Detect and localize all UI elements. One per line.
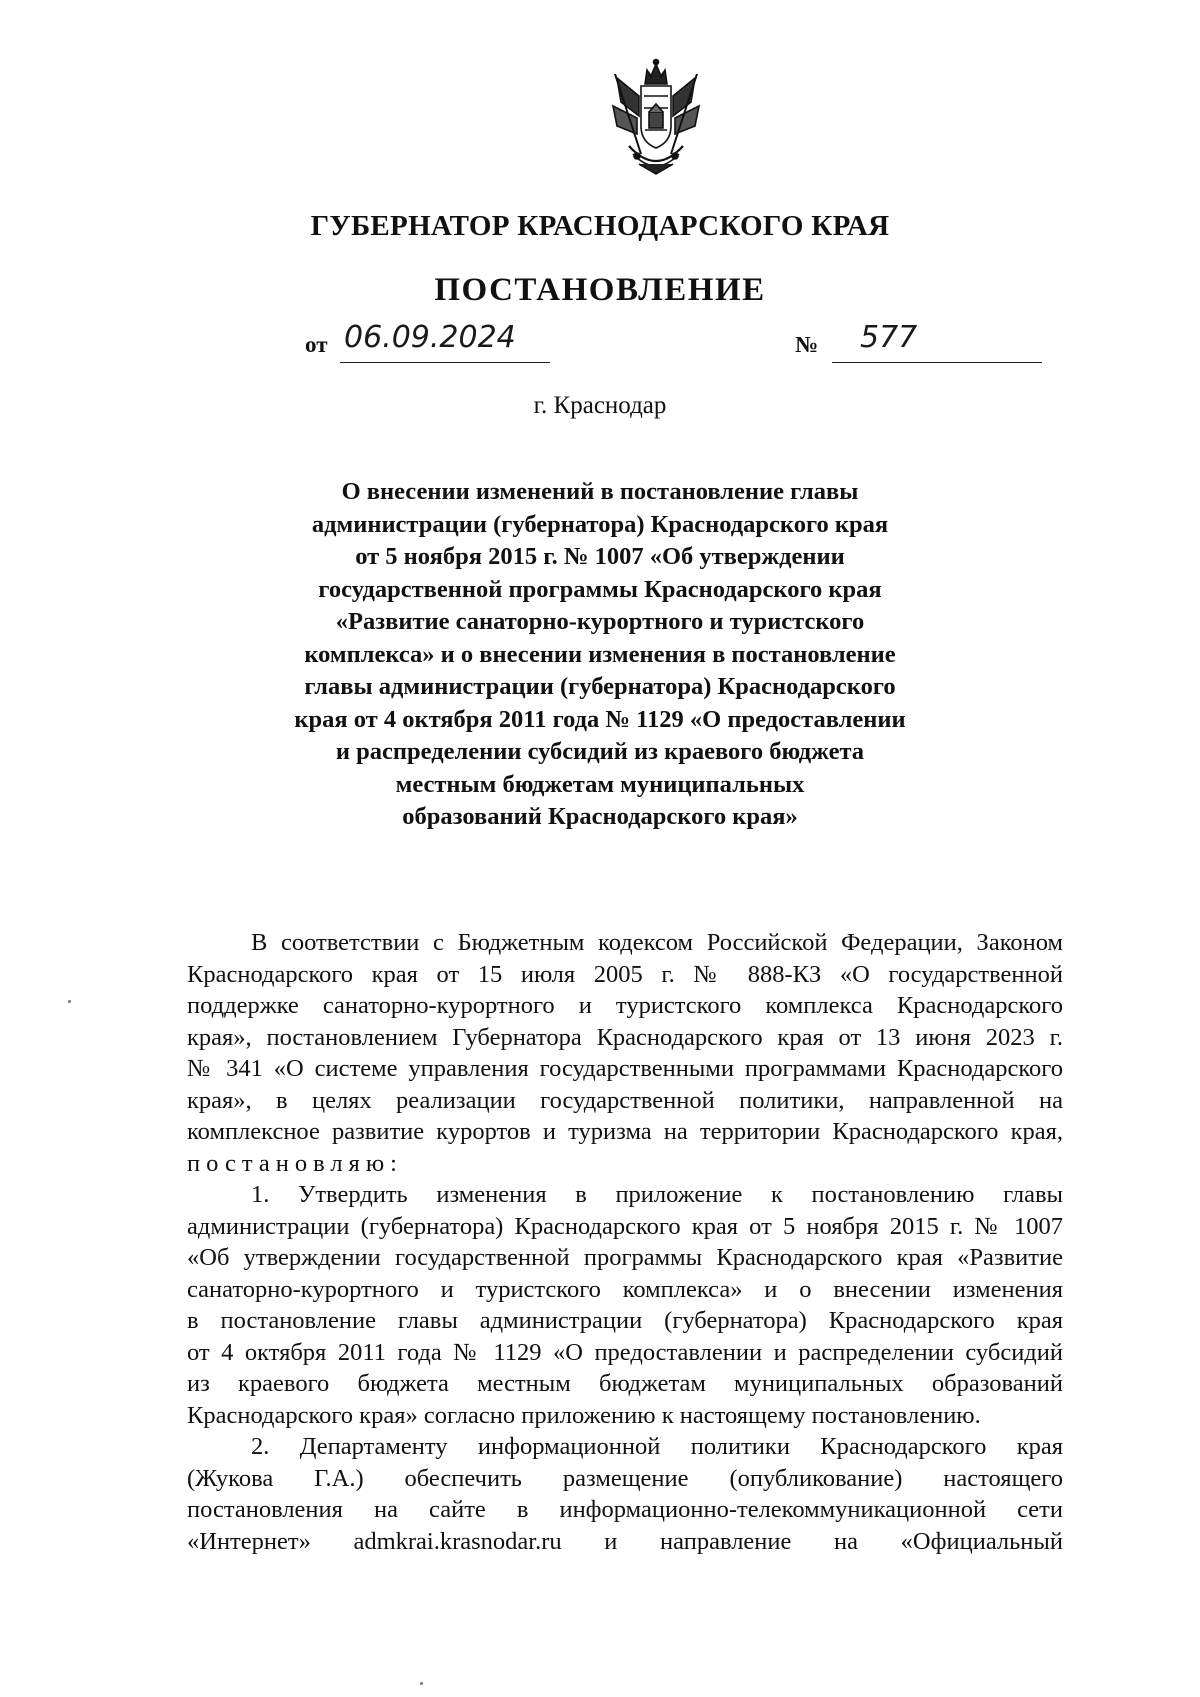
text-line: поддержке санаторно-курортного и туристского комплекса Краснодарского [187,992,1063,1019]
krasnodar-krai-coat-of-arms-icon [609,56,703,180]
title-line: и распределении субсидий из краевого бюджета [335,738,865,765]
date-field [340,320,550,366]
city-name: г. Краснодар [533,392,667,419]
text-line: (Жукова Г.А.) обеспечить размещение (опубликование) настоящего [187,1464,1063,1492]
text-line: Краснодарского края» согласно приложению к настоящему постановлению. [187,1401,981,1429]
text-line: в постановление главы администрации (губернатора) Краснодарского края [187,1307,1063,1334]
date-prefix: от [305,332,328,357]
text-line: В соответствии с Бюджетным кодексом Российской Федерации, Законом [251,929,1063,956]
text-line: края», в целях реализации государственной политики, направленной на [187,1086,1063,1114]
text-line: санаторно-курортного и туристского комплекса» и о внесении изменения [187,1275,1063,1303]
text-line: администрации (губернатора) Краснодарского края от 5 ноября 2015 г. № 1007 [187,1212,1063,1240]
text-line: края», постановлением Губернатора Краснодарского края от 13 июня 2023 г. [187,1023,1063,1051]
title-line: местным бюджетам муниципальных [395,770,805,798]
text-line: от 4 октября 2011 года № 1129 «О предоставлении и распределении субсидий [187,1338,1063,1366]
text-line: из краевого бюджета местным бюджетам муниципальных образований [187,1370,1063,1397]
title-line: края от 4 октября 2011 года № 1129 «О предоставлении [294,705,906,733]
scan-speck [420,1682,423,1685]
item-1-paragraph [187,1179,1063,1431]
text-line: «Интернет» admkrai.krasnodar.ru и направление на «Официальный [187,1527,1063,1555]
text-line: постановления на сайте в информационно-телекоммуникационной сети [187,1496,1063,1523]
handwritten-number: 577 [860,320,918,355]
title-line: администрации (губернатора) Краснодарского края [311,510,889,538]
title-line: главы администрации (губернатора) Краснодарского [304,673,896,700]
title-line: «Развитие санаторно-курортного и туристского [335,608,865,635]
number-field [832,320,1042,366]
title-line: государственной программы Краснодарского края [318,575,882,603]
text-line: Краснодарского края от 15 июля 2005 г. № 888-КЗ «О государственной [187,960,1063,988]
scan-speck [68,1000,71,1003]
title-line: комплекса» и о внесении изменения в постановление [304,640,896,668]
handwritten-date: 06.09.2024 [344,320,516,355]
text-line: 1. Утвердить изменения в приложение к постановлению главы [251,1181,1063,1208]
title-line: образований Краснодарского края» [402,803,798,830]
number-prefix: № [795,332,819,357]
text-line: комплексное развитие курортов и туризма на территории Краснодарского края, [187,1118,1063,1145]
preamble-paragraph [187,927,1063,1179]
text-line: 2. Департаменту информационной политики Краснодарского края [251,1433,1063,1460]
item-2-paragraph [187,1431,1063,1557]
document-body [187,927,1063,1557]
document-type: ПОСТАНОВЛЕНИЕ [434,272,766,308]
title-line: О внесении изменений в постановление главы [341,478,859,505]
issuing-authority: ГУБЕРНАТОР КРАСНОДАРСКОГО КРАЯ [310,210,890,242]
title-line: от 5 ноября 2015 г. № 1007 «Об утверждении [355,543,845,570]
text-line: «Об утверждении государственной программы Краснодарского края «Развитие [187,1244,1063,1271]
text-line: № 341 «О системе управления государственными программами Краснодарского [187,1055,1063,1082]
document-title [200,476,1000,834]
resolve-word: постановляю: [187,1149,403,1177]
